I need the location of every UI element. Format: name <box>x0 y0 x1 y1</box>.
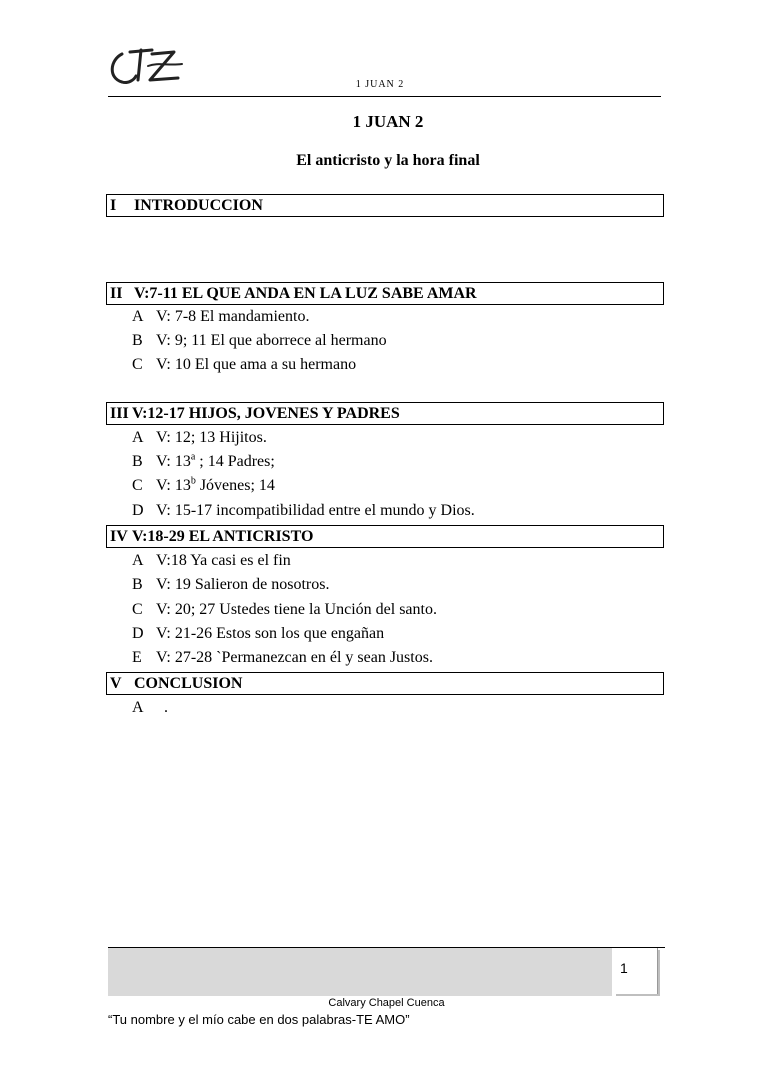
page-number: 1 <box>614 948 658 994</box>
item-text-post: ; 14 Padres; <box>195 453 275 470</box>
footer-shade <box>108 948 612 996</box>
item-letter: B <box>132 576 143 593</box>
section-number: III <box>110 405 129 422</box>
item-text: V: 10 El que ama a su hermano <box>156 356 357 373</box>
list-item <box>132 355 356 375</box>
section-label: V:12-17 HIJOS, JOVENES Y PADRES <box>132 405 400 422</box>
list-item <box>132 600 437 620</box>
section-number: II <box>110 285 123 302</box>
section-number: V <box>110 675 122 692</box>
list-item <box>132 452 275 472</box>
item-text: . <box>164 699 168 716</box>
footer-quote: “Tu nombre y el mío cabe en dos palabras-TE AMO” <box>108 1012 410 1027</box>
item-letter: E <box>132 649 142 666</box>
list-item <box>132 501 475 521</box>
item-superscript: b <box>190 475 196 487</box>
item-text: V:18 Ya casi es el fin <box>156 552 291 569</box>
item-letter: A <box>132 552 144 569</box>
item-letter: A <box>132 308 144 325</box>
item-letter: A <box>132 699 144 716</box>
item-text: V: 20; 27 Ustedes tiene la Unción del santo. <box>156 601 437 618</box>
list-item <box>132 648 433 668</box>
footer-church-name: Calvary Chapel Cuenca <box>328 997 445 1009</box>
running-header: 1 JUAN 2 <box>355 79 405 90</box>
item-letter: D <box>132 625 144 642</box>
header-rule <box>108 96 661 97</box>
section-heading-conclusion <box>106 672 664 695</box>
item-text: V: 27-28 `Permanezcan en él y sean Justos. <box>156 649 433 666</box>
item-text: V: 19 Salieron de nosotros. <box>156 576 330 593</box>
item-letter: B <box>132 332 143 349</box>
section-label: V:18-29 EL ANTICRISTO <box>132 528 314 545</box>
list-item <box>132 698 168 718</box>
item-letter: D <box>132 502 144 519</box>
list-item <box>132 331 387 351</box>
item-text: V: 9; 11 El que aborrece al hermano <box>156 332 387 349</box>
section-heading-luz <box>106 282 664 305</box>
item-text-pre: V: 13 <box>156 453 191 470</box>
item-text-post: Jóvenes; 14 <box>195 477 275 494</box>
item-superscript: a <box>190 451 196 463</box>
item-letter: C <box>132 356 143 373</box>
item-letter: C <box>132 477 143 494</box>
list-item <box>132 476 275 496</box>
list-item <box>132 575 329 595</box>
list-item <box>132 551 291 571</box>
list-item <box>132 624 384 644</box>
item-text: V: 15-17 incompatibilidad entre el mundo y Dios. <box>156 502 475 519</box>
item-letter: A <box>132 429 144 446</box>
list-item <box>132 428 267 448</box>
item-letter: B <box>132 453 143 470</box>
item-letter: C <box>132 601 143 618</box>
item-text-pre: V: 13 <box>156 477 191 494</box>
list-item <box>132 307 309 327</box>
section-label: V:7-11 EL QUE ANDA EN LA LUZ SABE AMAR <box>134 285 477 302</box>
section-heading-introduccion <box>106 194 664 217</box>
page-title: 1 JUAN 2 <box>352 112 424 131</box>
section-label: INTRODUCCION <box>134 197 263 214</box>
section-number: I <box>110 197 117 214</box>
item-text: V: 21-26 Estos son los que engañan <box>156 625 385 642</box>
section-heading-hijos <box>106 402 664 425</box>
page-subtitle: El anticristo y la hora final <box>296 152 480 169</box>
item-text: V: 7-8 El mandamiento. <box>156 308 310 325</box>
item-text: V: 12; 13 Hijitos. <box>156 429 267 446</box>
logo-icon <box>108 44 188 92</box>
section-heading-anticristo <box>106 525 664 548</box>
section-number: IV <box>110 528 128 545</box>
section-label: CONCLUSION <box>134 675 243 692</box>
